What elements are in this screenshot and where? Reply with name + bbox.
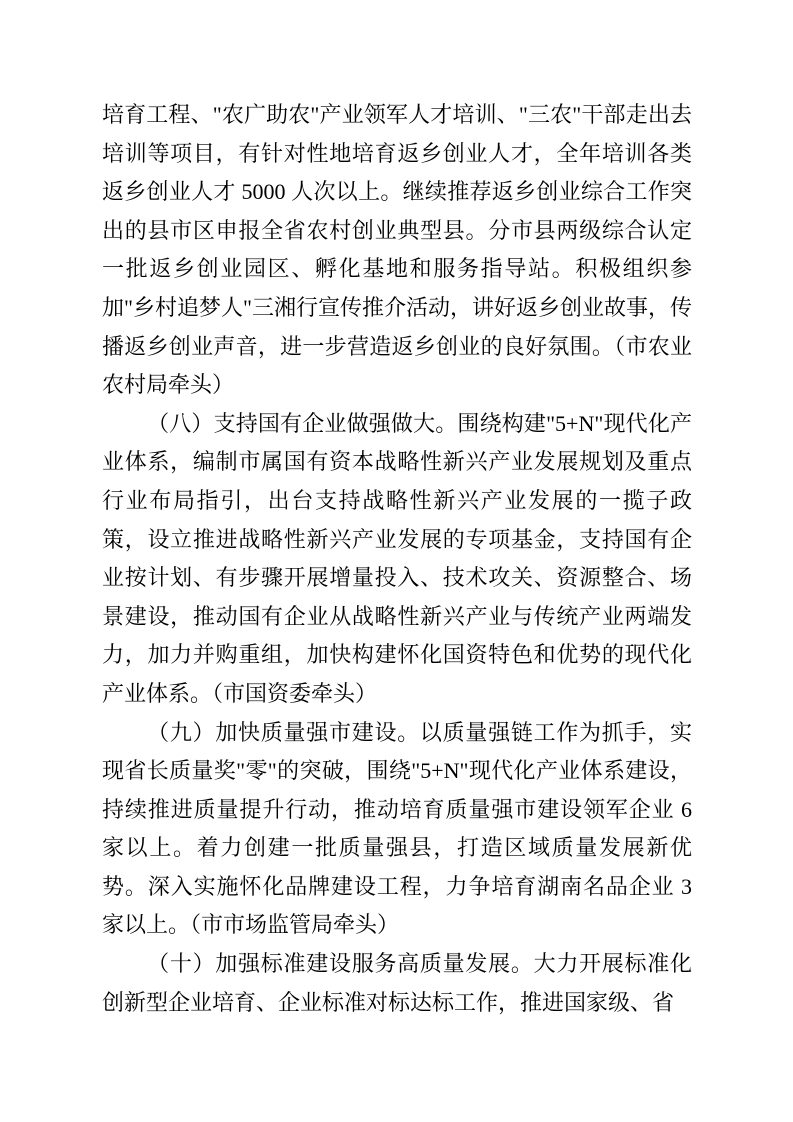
document-body	[102, 96, 692, 1022]
paragraph-section-9-quality-city: （九）加快质量强市建设。以质量强链工作为抓手，实现省长质量奖"零"的突破，围绕"5+N"现代化产业体系建设，持续推进质量提升行动，推动培育质量强市建设领军企业 6 家以上。着力创建一批质量强县，打造区域质量发展新优势。深入实施怀化品牌建设工程，力争培育湖南名品企业 3 家以上。（市市场监管局牵头）	[102, 719, 692, 938]
paragraph-returning-entrepreneurship: 培育工程、"农广助农"产业领军人才培训、"三农"干部走出去培训等项目，有针对性地培育返乡创业人才，全年培训各类返乡创业人才 5000 人次以上。继续推荐返乡创业综合工作突出的县市区申报全省农村创业典型县。分市县两级综合认定一批返乡创业园区、孵化基地和服务指导站。积极组织参加"乡村追梦人"三湘行宣传推介活动，讲好返乡创业故事，传播返乡创业声音，进一步营造返乡创业的良好氛围。（市农业农村局牵头）	[102, 102, 692, 398]
paragraph-section-10-standards: （十）加强标准建设服务高质量发展。大力开展标准化创新型企业培育、企业标准对标达标工作，推进国家级、省	[102, 951, 692, 1015]
paragraph-section-8-state-owned-enterprises: （八）支持国有企业做强做大。围绕构建"5+N"现代化产业体系，编制市属国有资本战略性新兴产业发展规划及重点行业布局指引，出台支持战略性新兴产业发展的一揽子政策，设立推进战略性新兴产业发展的专项基金，支持国有企业按计划、有步骤开展增量投入、技术攻关、资源整合、场景建设，推动国有企业从战略性新兴产业与传统产业两端发力，加力并购重组，加快构建怀化国资特色和优势的现代化产业体系。（市国资委牵头）	[102, 410, 692, 706]
